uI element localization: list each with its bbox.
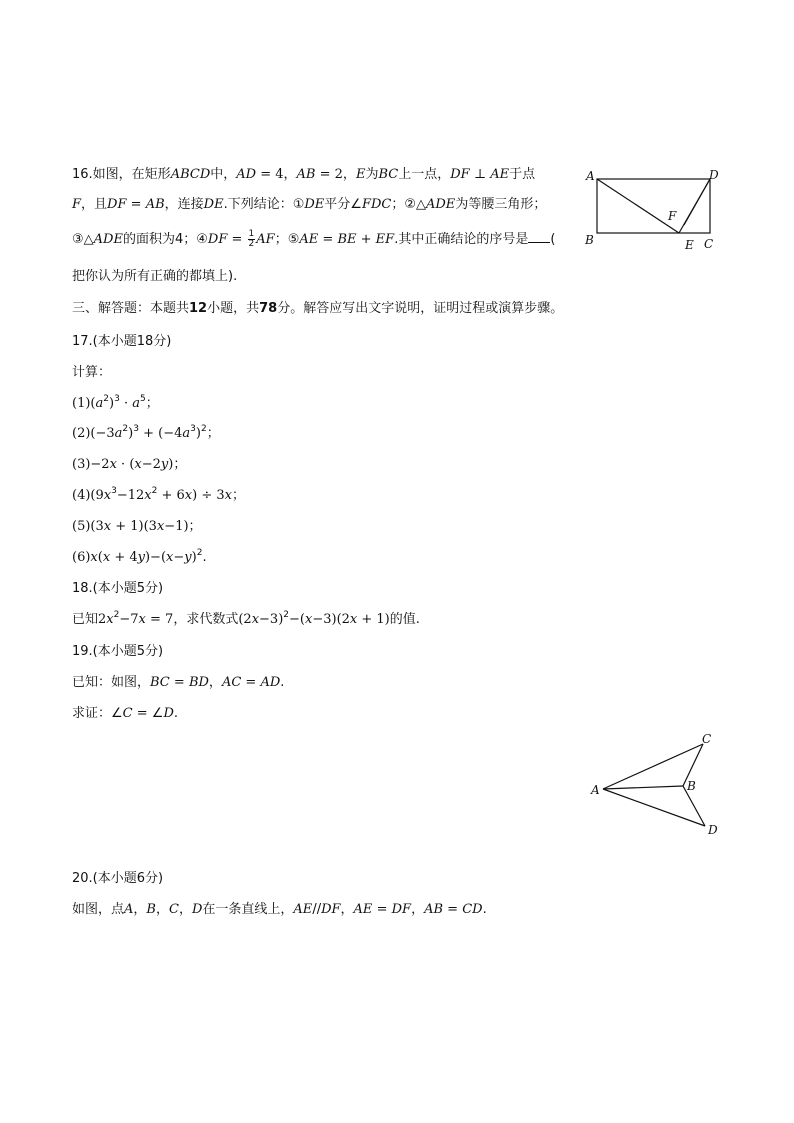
q17-intro: 计算：	[72, 365, 112, 380]
q16-line-3: ③△ADE的面积为4；④DF = $\frac{1}{2}$ AF；⑤AE = BE + EF.其中正确结论的序号是 (	[72, 229, 556, 249]
label-e: E	[685, 238, 694, 252]
q19-header: 19.(本小题5分)	[72, 644, 164, 659]
label-c: C	[704, 237, 714, 251]
label-a: A	[586, 169, 595, 183]
label-b: B	[687, 779, 696, 793]
q20-text: 如图，点A，B，C，D在一条直线上，AE//DF，AE = DF，AB = CD.	[72, 902, 487, 917]
q17-item-1: $(1)(a^2)^3 \cdot a^5$；	[72, 394, 159, 411]
q16-line-1: 16.如图，在矩形ABCD中，AD = 4，AB = 2，E为BC上一点，DF ⊥ AE于点	[72, 167, 536, 182]
q16-rectangle-figure	[580, 166, 725, 254]
answer-blank	[528, 230, 550, 243]
label-d: D	[709, 168, 719, 182]
label-a: A	[591, 783, 600, 797]
q19-kite-figure	[585, 728, 725, 838]
q17-item-4: $(4)(9x^3-12x^2 + 6x) \div 3x$；	[72, 486, 245, 503]
q17-item-6: $(6)x(x + 4y)-(x-y)^2$.	[72, 548, 207, 565]
rectangle-abcd	[597, 179, 710, 233]
q16-line-2: F，且DF = AB，连接DE.下列结论：①DE平分∠FDC；②△ADE为等腰三角形；	[72, 197, 547, 212]
q17-item-2: $(2)(-3a^2)^3 + (-4a^3)^2$；	[72, 424, 220, 441]
label-f: F	[668, 209, 677, 223]
q17-item-5: (5)(3x + 1)(3x−1)；	[72, 519, 202, 534]
label-d: D	[708, 823, 718, 837]
section-three-title: 三、解答题：本题共12小题，共78分。解答应写出文字说明，证明过程或演算步骤。	[72, 301, 564, 316]
q16-line-4: 把你认为所有正确的都填上).	[72, 269, 238, 284]
q20-header: 20.(本小题6分)	[72, 871, 164, 886]
segment-ab	[603, 786, 683, 789]
segment-df	[684, 179, 710, 225]
segment-ae	[597, 179, 679, 233]
fraction-one-half: $\frac{1}{2}$	[248, 229, 255, 249]
segment-ad	[603, 789, 705, 826]
q19-given: 已知：如图，BC = BD，AC = AD.	[72, 675, 285, 690]
label-b: B	[585, 233, 594, 247]
q18-header: 18.(本小题5分)	[72, 581, 164, 596]
q18-text: 已知$2x^2-7x = 7$，求代数式$(2x-3)^2-(x-3)(2x + 1)$的值.	[72, 610, 420, 627]
q19-prove: 求证：∠C = ∠D.	[72, 706, 179, 721]
label-c: C	[702, 732, 712, 746]
q17-header: 17.(本小题18分)	[72, 334, 172, 349]
q17-item-3: (3)−2x · (x−2y)；	[72, 457, 187, 472]
